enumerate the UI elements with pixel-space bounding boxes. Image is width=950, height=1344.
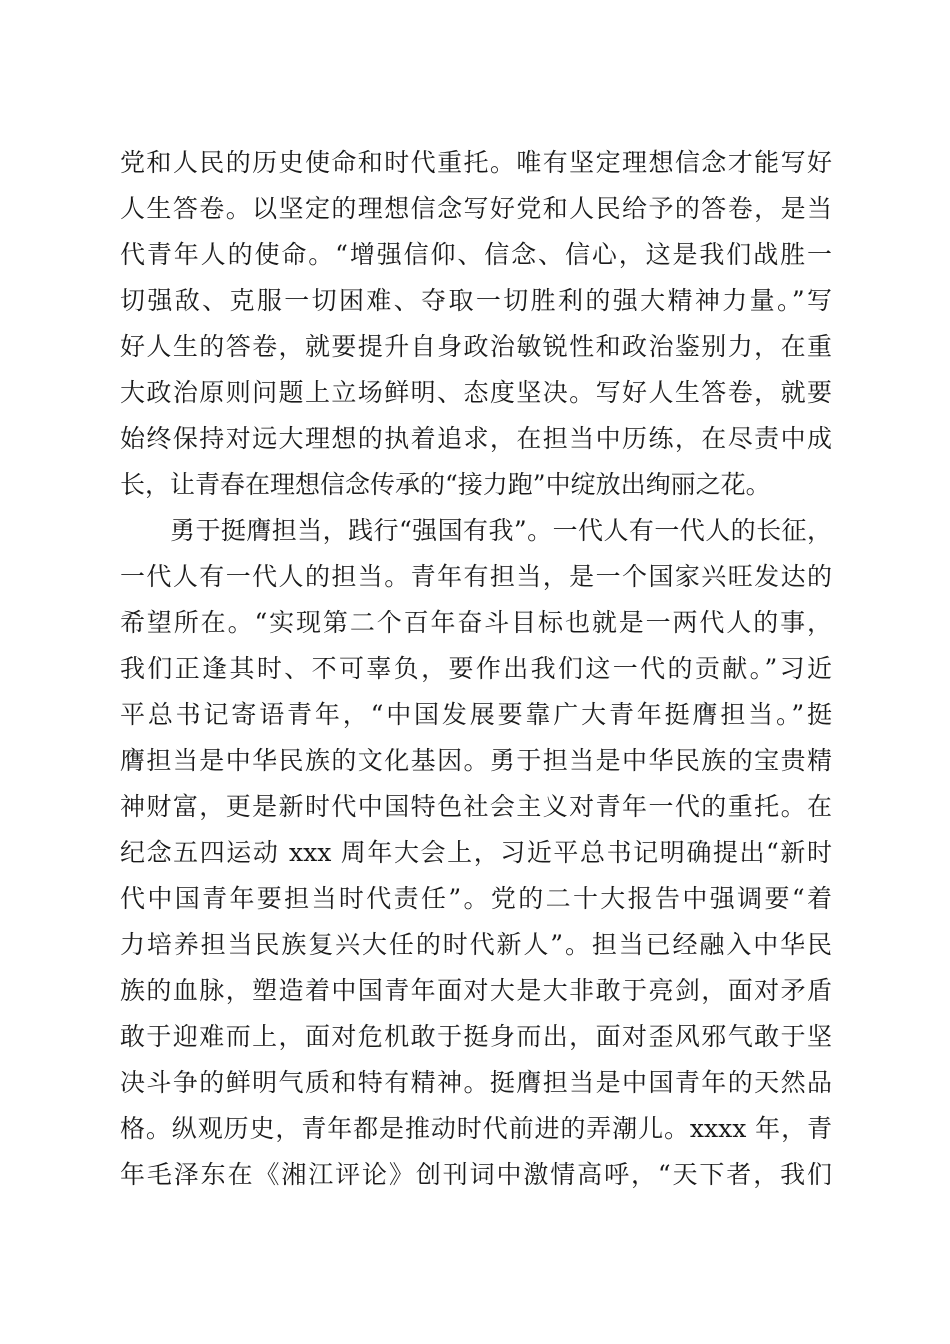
text-line: 平总书记寄语青年，“中国发展要靠广大青年挺膺担当。”挺 xyxy=(120,700,832,729)
text-line: 长，让青春在理想信念传承的“接力跑”中绽放出绚丽之花。 xyxy=(120,470,771,499)
text-line: 始终保持对远大理想的执着追求，在担当中历练，在尽责中成 xyxy=(120,424,832,453)
text-line: 代青年人的使命。“增强信仰、信念、信心，这是我们战胜一 xyxy=(120,240,832,269)
body-text xyxy=(120,140,832,1198)
paragraph-start-line: 勇于挺膺担当，践行“强国有我”。一代人有一代人的长征， xyxy=(170,516,832,545)
text-line: 好人生的答卷，就要提升自身政治敏锐性和政治鉴别力，在重 xyxy=(120,332,832,361)
text-line: 代中国青年要担当时代责任”。党的二十大报告中强调要“着 xyxy=(120,884,832,913)
text-line: 人生答卷。以坚定的理想信念写好党和人民给予的答卷，是当 xyxy=(120,194,832,223)
text-line: 党和人民的历史使命和时代重托。唯有坚定理想信念才能写好 xyxy=(120,148,832,177)
text-line: 敢于迎难而上，面对危机敢于挺身而出，面对歪风邪气敢于坚 xyxy=(120,1022,832,1051)
text-line: 神财富，更是新时代中国特色社会主义对青年一代的重托。在 xyxy=(120,792,832,821)
text-line: 希望所在。“实现第二个百年奋斗目标也就是一两代人的事， xyxy=(120,608,832,637)
text-line: 格。纵观历史，青年都是推动时代前进的弄潮儿。xxxx 年，青 xyxy=(120,1114,832,1143)
text-line: 族的血脉，塑造着中国青年面对大是大非敢于亮剑，面对矛盾 xyxy=(120,976,832,1005)
text-line: 大政治原则问题上立场鲜明、态度坚决。写好人生答卷，就要 xyxy=(120,378,832,407)
text-line: 纪念五四运动 xxx 周年大会上，习近平总书记明确提出“新时 xyxy=(120,838,832,867)
text-line: 一代人有一代人的担当。青年有担当，是一个国家兴旺发达的 xyxy=(120,562,832,591)
text-line: 切强敌、克服一切困难、夺取一切胜利的强大精神力量。”写 xyxy=(120,286,832,315)
text-line: 年毛泽东在《湘江评论》创刊词中激情高呼，“天下者，我们 xyxy=(120,1160,832,1189)
text-line: 膺担当是中华民族的文化基因。勇于担当是中华民族的宝贵精 xyxy=(120,746,832,775)
text-line: 决斗争的鲜明气质和特有精神。挺膺担当是中国青年的天然品 xyxy=(120,1068,832,1097)
text-line: 我们正逢其时、不可辜负，要作出我们这一代的贡献。”习近 xyxy=(120,654,832,683)
text-line: 力培养担当民族复兴大任的时代新人”。担当已经融入中华民 xyxy=(120,930,832,959)
